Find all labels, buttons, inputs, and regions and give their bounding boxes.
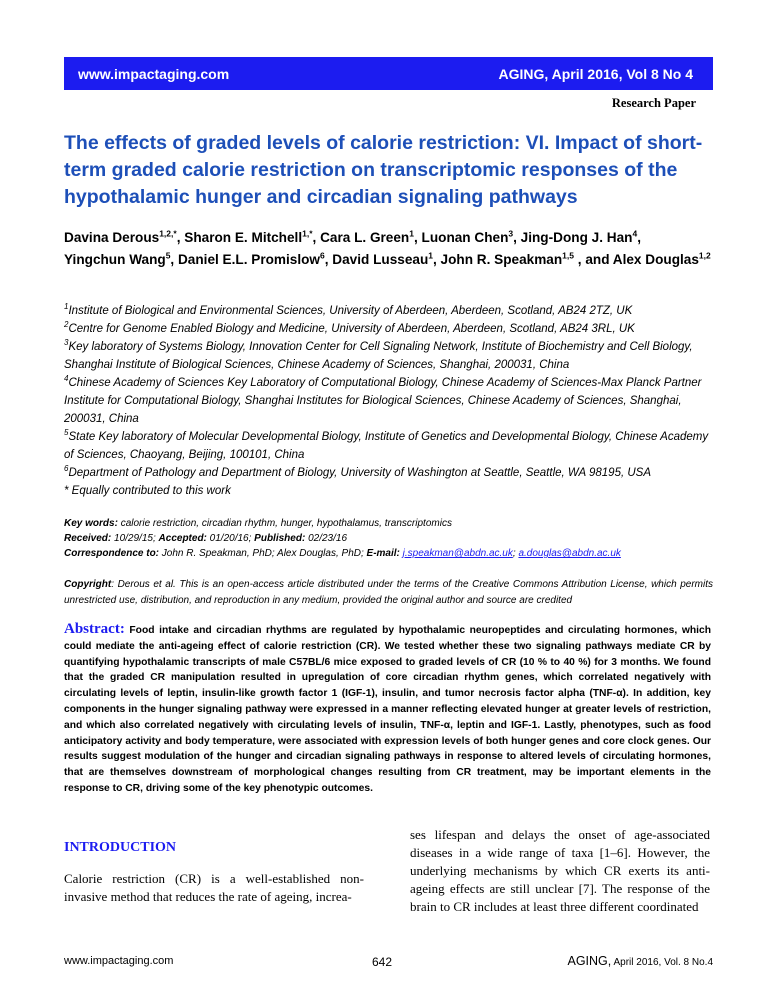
affiliation-text: Institute of Biological and Environmental Sciences, University of Aberdeen, Aberdeen, Scotland, AB24 2TZ, UK: [68, 305, 633, 317]
journal-header-bar: [64, 57, 713, 90]
author-affil-sup: 1,2,*: [159, 228, 177, 239]
footer-journal-name: AGING,: [567, 954, 612, 968]
email-separator: ;: [512, 548, 519, 559]
abstract-block: [64, 622, 711, 797]
email-link-douglas[interactable]: a.douglas@abdn.ac.uk: [518, 548, 621, 559]
author-affil-sup: 1: [428, 250, 433, 261]
author-name: Jing-Dong J. Han: [520, 230, 633, 245]
author-sep: ,: [324, 252, 333, 267]
affiliation-text: State Key laboratory of Molecular Developmental Biology, Institute of Genetics and Developmental Biology, Chinese Academy of Sciences, Chaoyang, Beijing, 100101, China: [64, 431, 709, 461]
author-affil-sup: 1,5: [562, 250, 574, 261]
abstract-label: Abstract:: [64, 621, 125, 637]
author-affil-sup: 1,*: [302, 228, 313, 239]
copyright-label: Copyright: [64, 579, 112, 590]
affiliation-item: [64, 464, 714, 482]
author-sep: ,: [176, 230, 185, 245]
dates-line: [64, 531, 714, 546]
paper-type-label: Research Paper: [611, 96, 696, 110]
page-footer: [64, 955, 713, 971]
author-sep: ,: [432, 252, 441, 267]
correspondence-value: John R. Speakman, PhD; Alex Douglas, PhD;: [161, 548, 364, 559]
keywords-label: Key words:: [64, 518, 118, 529]
email-link-speakman[interactable]: j.speakman@abdn.ac.uk: [402, 548, 513, 559]
published-date: 02/23/16: [308, 533, 348, 544]
author-name: Yingchun Wang: [64, 252, 166, 267]
author-name: Sharon E. Mitchell: [184, 230, 303, 245]
abstract-text: Food intake and circadian rhythms are regulated by hypothalamic neuropeptides and circulating hormones, which could mediate the anti-ageing effect of calorie restriction (CR). We tested whether these two signaling pathways mediate CR by quantifying hypothalamic transcripts of male C57BL/6 mice exposed to graded levels of CR (10 % to 40 %) for 3 months. We found that the graded CR manipulation resulted in upregulation of core circadian rhythm genes, which correlated negatively with circulating levels of leptin, insulin-like growth factor 1 (IGF-1), insulin, and tumor necrosis factor alpha (TNF-α). In addition, key components in the hunger signaling pathway were expressed in a manner reflecting elevated hunger at greater levels of restriction, and which also correlated negatively with circulating levels of insulin, TNF-α, leptin and IGF-1. Lastly, phenotypes, such as food anticipatory activity and body temperature, were associated with expression levels of both hunger genes and core clock genes. Our results suggest modulation of the hunger and circadian signaling pathways in response to altered levels of circulating hormones, that are themselves downstream of morphological changes resulting from CR treatment, may be important elements in the response to CR, driving some of the key phenotypic outcomes.: [64, 625, 711, 794]
paper-title: The effects of graded levels of calorie restriction: VI. Impact of short-term graded calorie restriction on transcriptomic responses of the hypothalamic hunger and circadian signaling pathways: [64, 132, 703, 208]
affiliation-list: [64, 302, 714, 500]
author-sep: ,: [413, 230, 422, 245]
correspondence-line: [64, 546, 714, 561]
affiliation-text: Centre for Genome Enabled Biology and Medicine, University of Aberdeen, Aberdeen, Scotland, AB24 3RL, UK: [68, 323, 635, 335]
author-affil-sup: 3: [508, 228, 514, 239]
intro-right-column: ses lifespan and delays the onset of age-associated diseases in a wide range of taxa [1–6]. However, the underlying mechanisms by which CR exerts its anti-ageing effects are still unclear [7]. The response of the brain to CR includes at least three different coordinated: [410, 827, 710, 914]
author-name: Alex Douglas: [612, 252, 699, 267]
author-affil-sup: 6: [320, 250, 325, 261]
introduction-heading: INTRODUCTION: [64, 840, 177, 855]
affiliation-number: 3: [64, 338, 69, 348]
equal-contribution-note: * Equally contributed to this work: [64, 485, 231, 497]
header-website-link[interactable]: www.impactaging.com: [78, 65, 230, 82]
received-date: 10/29/15;: [114, 533, 156, 544]
footer-website-link[interactable]: www.impactaging.com: [64, 955, 174, 967]
author-affil-sup: 1,2: [698, 250, 711, 261]
keywords-value: calorie restriction, circadian rhythm, hunger, hypothalamus, transcriptomics: [120, 518, 452, 529]
affiliation-text: Chinese Academy of Sciences Key Laboratory of Computational Biology, Chinese Academy of Sciences-Max Planck Partner Institute for Computational Biology, Shanghai Institutes for Biological Sciences, Chinese Academy of Sciences, Shanghai, 200031, China: [64, 377, 702, 425]
affiliation-text: Department of Pathology and Department of Biology, University of Washington at Seattle, Seattle, WA 98195, USA: [68, 467, 652, 479]
correspondence-label: Correspondence to:: [64, 548, 160, 559]
author-name: David Lusseau: [332, 252, 429, 267]
author-sep: ,: [637, 230, 641, 245]
affiliation-item: [64, 302, 714, 320]
affiliation-number: 6: [64, 464, 69, 474]
affiliation-text: Key laboratory of Systems Biology, Innovation Center for Cell Signaling Network, Institute of Biochemistry and Cell Biology, Shanghai Institute of Biological Sciences, Chinese Academy of Sciences, Shanghai, 200031, China: [64, 341, 693, 371]
author-sep: ,: [513, 230, 521, 245]
affiliation-number: 2: [64, 320, 69, 330]
accepted-date: 01/20/16;: [209, 533, 252, 544]
affiliation-item: [64, 338, 714, 374]
author-name: Davina Derous: [64, 230, 160, 245]
author-sep: ,: [312, 230, 321, 245]
author-name: Cara L. Green: [320, 230, 410, 245]
affiliation-item: [64, 320, 714, 338]
author-affil-sup: 4: [632, 228, 638, 239]
affiliation-number: 5: [64, 428, 69, 438]
author-sep: , and: [574, 252, 613, 267]
affiliation-item: [64, 428, 714, 464]
author-affil-sup: 1: [409, 228, 414, 239]
email-label: E-mail:: [366, 548, 400, 559]
keywords-line: [64, 516, 714, 531]
author-name: Daniel E.L. Promislow: [177, 252, 320, 267]
author-name: John R. Speakman: [440, 252, 563, 267]
footer-journal-info: [568, 954, 714, 968]
footer-page-number: 642: [372, 955, 393, 969]
received-label: Received:: [64, 533, 112, 544]
author-sep: ,: [170, 252, 178, 267]
affiliation-number: 1: [64, 302, 69, 312]
copyright-notice: [64, 577, 713, 609]
intro-left-column: Calorie restriction (CR) is a well-established non-invasive method that reduces the rate of ageing, increa-: [64, 871, 364, 904]
author-name: Luonan Chen: [421, 230, 509, 245]
published-label: Published:: [254, 533, 306, 544]
article-meta: [64, 516, 714, 561]
accepted-label: Accepted:: [158, 533, 207, 544]
affiliation-number: 4: [64, 374, 69, 384]
author-affil-sup: 5: [165, 250, 171, 261]
header-journal-issue: AGING, April 2016, Vol 8 No 4: [498, 65, 693, 82]
author-list: [64, 227, 714, 271]
footer-journal-issue: April 2016, Vol. 8 No.4: [611, 957, 713, 968]
affiliation-item: [64, 374, 714, 428]
copyright-text: : Derous et al. This is an open-access article distributed under the terms of the Creative Commons Attribution License, which permits unrestricted use, distribution, and reproduction in any medium, provided the original author and source are credited: [64, 579, 713, 606]
